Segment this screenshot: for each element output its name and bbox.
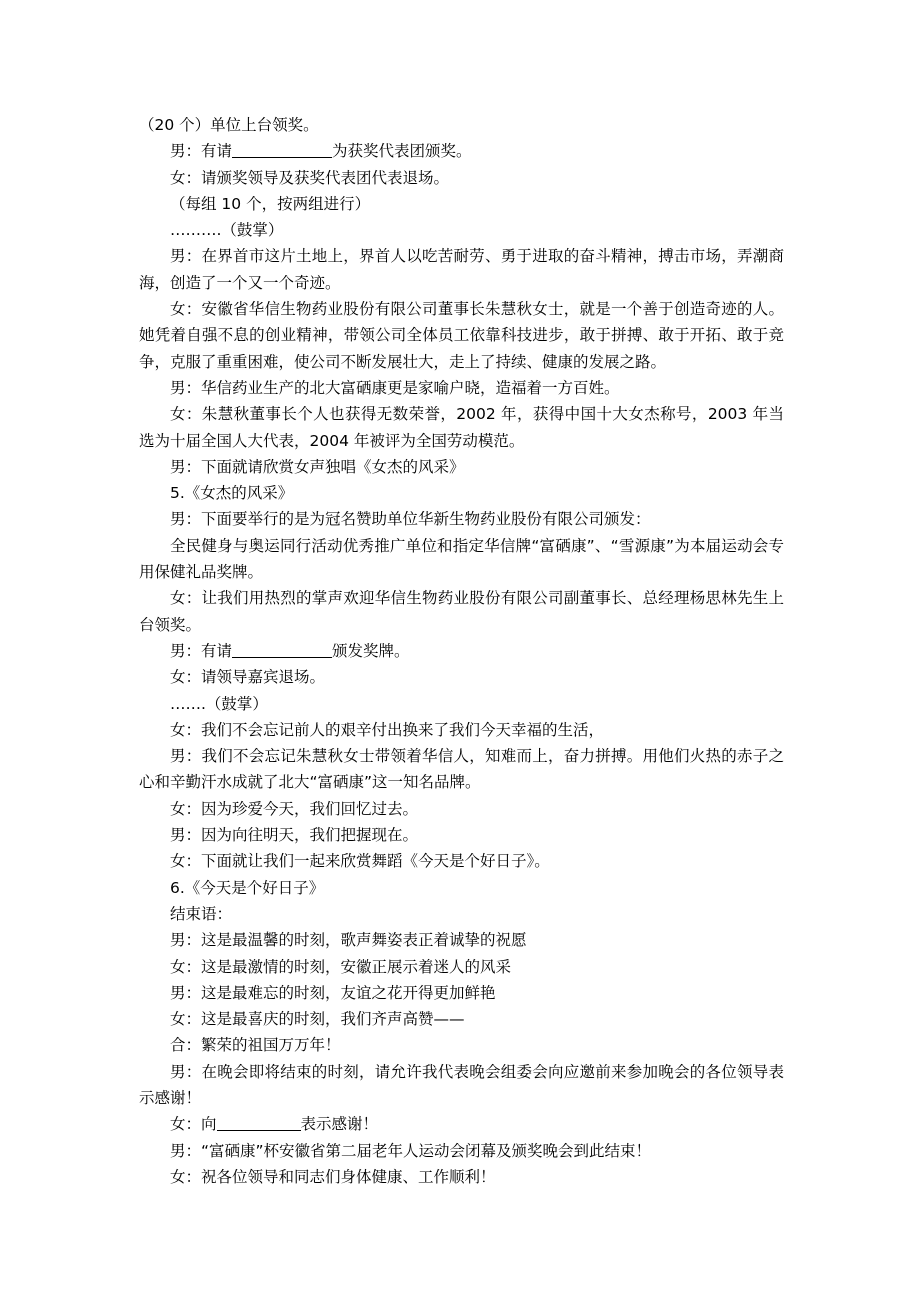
paragraph: …….（鼓掌）	[170, 694, 268, 713]
paragraph: 男：下面就请欣赏女声独唱《女杰的风采》	[170, 457, 465, 476]
fill-in-blank	[217, 1113, 301, 1131]
paragraph: （每组 10 个，按两组进行）	[170, 194, 371, 213]
paragraph: 男：在界首市这片土地上，界首人以吃苦耐劳、勇于进取的奋斗精神，搏击市场，弄潮商海，创造了一个又一个奇迹。	[139, 247, 784, 292]
paragraph-suffix: 颁发奖牌。	[332, 641, 410, 660]
program-item: 5.《女杰的风采》	[170, 484, 294, 503]
paragraph-with-blank	[139, 638, 784, 664]
paragraph: 女：这是最喜庆的时刻，我们齐声高赞——	[170, 1010, 465, 1029]
paragraph: 女：请领导嘉宾退场。	[170, 668, 326, 687]
paragraph: 男：这是最难忘的时刻，友谊之花开得更加鲜艳	[170, 983, 496, 1002]
paragraph-suffix: 表示感谢！	[300, 1115, 379, 1134]
paragraph: 男：我们不会忘记朱慧秋女士带领着华信人，知难而上，奋力拼搏。用他们火热的赤子之心和辛勤汗水成就了北大“富硒康”这一知名品牌。	[139, 747, 784, 792]
paragraph: 女：朱慧秋董事长个人也获得无数荣誉，2002 年，获得中国十大女杰称号，2003 年当选为十届全国人大代表，2004 年被评为全国劳动模范。	[139, 405, 784, 450]
paragraph: 女：因为珍爱今天，我们回忆过去。	[170, 799, 419, 818]
paragraph: 男：华信药业生产的北大富硒康更是家喻户晓，造福着一方百姓。	[170, 378, 620, 397]
fill-in-blank	[232, 140, 332, 158]
paragraph-with-blank	[139, 1111, 784, 1137]
paragraph: 男：因为向往明天，我们把握现在。	[170, 826, 419, 845]
paragraph: ……….（鼓掌）	[170, 221, 284, 240]
paragraph-prefix: 男：有请	[170, 641, 233, 660]
paragraph: 男：这是最温馨的时刻，歌声舞姿表正着诚挚的祝愿	[170, 931, 527, 950]
fill-in-blank	[232, 640, 332, 658]
paragraph: 男：下面要举行的是为冠名赞助单位华新生物药业股份有限公司颁发：	[170, 510, 651, 529]
paragraph: 合：繁荣的祖国万万年！	[170, 1036, 341, 1055]
program-item: 6.《今天是个好日子》	[170, 878, 325, 897]
paragraph-prefix: 男：有请	[170, 142, 233, 161]
paragraph: 男：“富硒康”杯安徽省第二届老年人运动会闭幕及颁奖晚会到此结束！	[170, 1141, 652, 1160]
paragraph-with-blank	[139, 138, 784, 164]
paragraph: 男：在晚会即将结束的时刻，请允许我代表晚会组委会向应邀前来参加晚会的各位领导表示感谢！	[139, 1062, 784, 1107]
paragraph: 女：这是最激情的时刻，安徽正展示着迷人的风采	[170, 957, 512, 976]
paragraph: （20 个）单位上台领奖。	[139, 116, 319, 134]
paragraph: 女：让我们用热烈的掌声欢迎华信生物药业股份有限公司副董事长、总经理杨思林先生上台领奖。	[139, 589, 784, 634]
paragraph-suffix: 为获奖代表团颁奖。	[332, 142, 472, 161]
paragraph-prefix: 女：向	[170, 1115, 217, 1134]
paragraph: 女：请颁奖领导及获奖代表团代表退场。	[170, 168, 450, 187]
paragraph: 女：祝各位领导和同志们身体健康、工作顺利！	[170, 1167, 496, 1186]
section-label: 结束语：	[170, 904, 233, 923]
paragraph: 女：我们不会忘记前人的艰辛付出换来了我们今天幸福的生活，	[170, 720, 605, 739]
paragraph: 女：安徽省华信生物药业股份有限公司董事长朱慧秋女士，就是一个善于创造奇迹的人。她凭着自强不息的创业精神，带领公司全体员工依靠科技进步，敢于拼搏、敢于开拓、敢于竞争，克服了重重困难，使公司不断发展壮大，走上了持续、健康的发展之路。	[139, 300, 784, 371]
paragraph: 全民健身与奥运同行活动优秀推广单位和指定华信牌“富硒康”、“雪源康”为本届运动会专用保健礼品奖牌。	[139, 536, 784, 582]
paragraph: 女：下面就让我们一起来欣赏舞蹈《今天是个好日子》。	[170, 852, 550, 871]
document-body	[139, 112, 784, 1190]
